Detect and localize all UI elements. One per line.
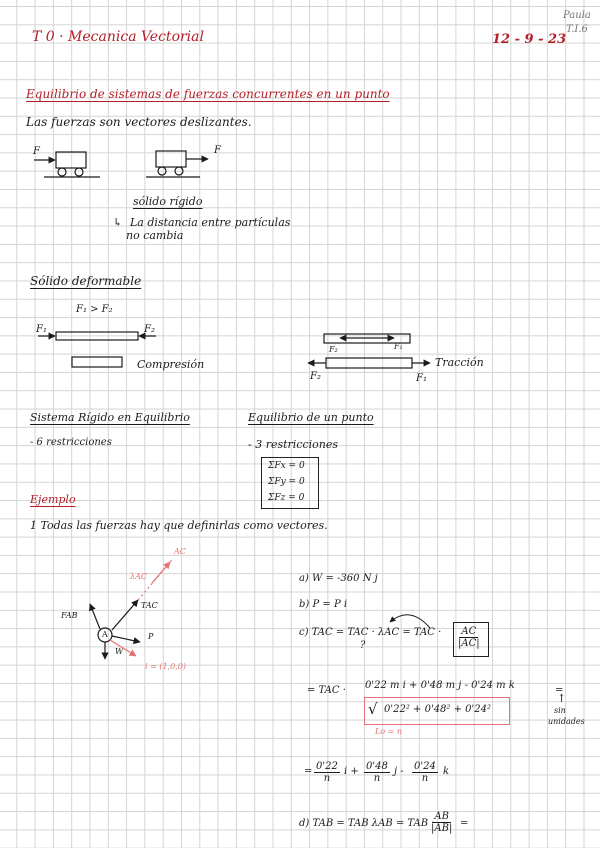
equation-d: d) TAB = TAB λAB = TAB · (299, 818, 435, 829)
point-equilibrium-heading: Equilibrio de un punto (248, 411, 374, 424)
cart-pull-drawing (146, 151, 208, 177)
author-code: T.I.6 (566, 24, 588, 35)
diagram-tac-label: TAC (141, 601, 158, 610)
equation-1-numerator: 0'22 m i + 0'48 m j - 0'24 m k (365, 680, 515, 691)
traction-top-f2: F₂ (329, 345, 338, 354)
rigid-system-heading: Sistema Rígido en Equilibrio (30, 411, 190, 424)
bar-f2-label: F₂ (144, 324, 155, 335)
rigid-solid-label: sólido rígido (133, 195, 203, 208)
equation-2-fraction-b: $\frac{0'48}{n}$ (366, 761, 388, 784)
equation-c: c) TAC = TAC · λAC = TAC · (299, 627, 442, 638)
equation-2-vector-j: j - (394, 766, 404, 777)
cart-push-drawing (34, 152, 100, 177)
cart-force-left-label: F (33, 146, 40, 157)
equation-1-lhs: = TAC · (307, 685, 346, 696)
rigid-restrictions: - 6 restricciones (30, 437, 112, 448)
traction-bar-drawing (308, 334, 430, 368)
equation-1-denominator: 0'22² + 0'48² + 0'24² (384, 704, 492, 715)
compression-label: Compresión (137, 358, 205, 371)
equation-a: a) W = -360 N j (299, 573, 378, 584)
example-heading: Ejemplo (30, 493, 76, 506)
diagram-unit-vector-i: i = (1,0,0) (145, 662, 186, 671)
equation-c-question: ? (360, 640, 366, 651)
diagram-p-label: P (148, 632, 154, 641)
force-comparison: F₁ > F₂ (76, 304, 113, 315)
sliding-vectors-text: Las fuerzas son vectores deslizantes. (26, 115, 252, 129)
lo-note: Lo = n (375, 727, 403, 736)
equation-2-fraction-a: $\frac{0'22}{n}$ (316, 761, 338, 784)
equation-2-vector-k: k (443, 766, 450, 777)
diagram-point-a: A (102, 630, 108, 639)
traction-bottom-f2: F₂ (310, 371, 321, 382)
traction-top-f1: F₁ (394, 342, 403, 351)
diagram-w-label: W (115, 647, 124, 656)
diagram-lambda-ac-label: λAC (130, 572, 147, 581)
sin-label: sin (554, 706, 566, 715)
diagram-fab-label: FAB (61, 611, 78, 620)
equation-2-fraction-c: $\frac{0'24}{n}$ (414, 761, 436, 784)
diagram-ac-label: AC (174, 547, 186, 556)
date: 12 - 9 - 23 (492, 32, 567, 47)
author-name: Paula (563, 10, 591, 21)
up-arrow-icon: ↑ (557, 692, 567, 705)
sqrt-icon: √ (368, 700, 378, 718)
equation-sum-fx: ΣFx = 0 (268, 461, 305, 471)
equation-sum-fz: ΣFz = 0 (268, 493, 305, 503)
point-restrictions: - 3 restricciones (248, 438, 339, 451)
cart-force-right-label: F (214, 145, 221, 156)
equation-1-tail: = (555, 685, 564, 696)
unidades-label: unidades (548, 717, 585, 726)
equation-b: b) P = P i (299, 599, 348, 610)
rigid-note-2: no cambia (126, 229, 184, 242)
rigid-note-1: La distancia entre partículas (130, 216, 291, 229)
vectors-instruction: 1 Todas las fuerzas hay que definirlas como vectores. (30, 519, 328, 532)
traction-bottom-f1: F₁ (416, 373, 427, 384)
equation-c-fraction: $\frac{AC}{|AC|}$ (458, 626, 480, 649)
deformable-heading: Sólido deformable (30, 274, 142, 288)
equation-d-tail: = (460, 818, 469, 829)
equation-sum-fy: ΣFy = 0 (268, 477, 305, 487)
page-title: T 0 · Mecanica Vectorial (32, 29, 204, 45)
rigid-arrow-icon: ↳ (113, 216, 123, 229)
bar-f1-label: F₁ (36, 324, 47, 335)
traction-label: Tracción (435, 356, 484, 369)
equation-d-fraction: $\frac{AB}{|AB|}$ (431, 811, 453, 834)
equation-2-equals: = (304, 766, 313, 777)
equation-2-vector-i: i + (344, 766, 359, 777)
section-heading-equilibrium: Equilibrio de sistemas de fuerzas concurrentes en un punto (26, 87, 390, 101)
